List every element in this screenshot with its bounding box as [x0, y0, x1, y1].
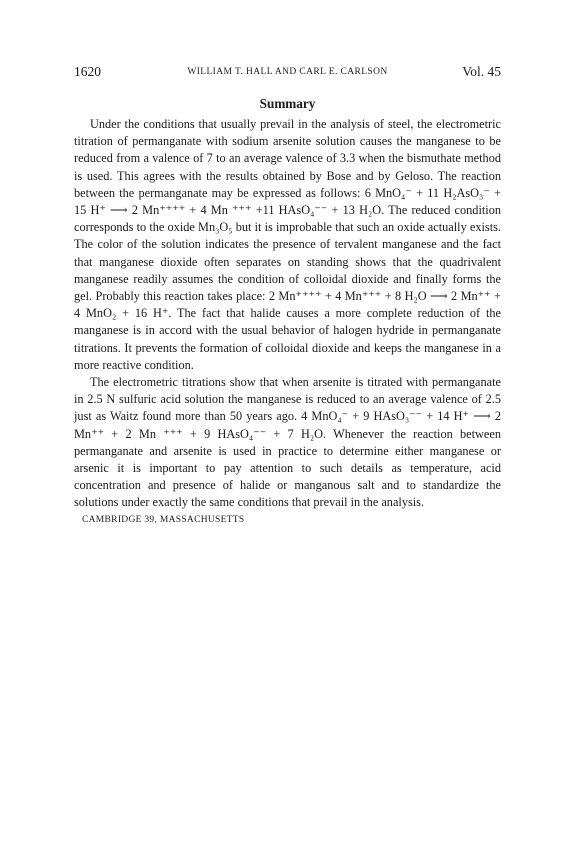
- page-header: [74, 62, 501, 84]
- affiliation: CAMBRIDGE 39, MASSACHUSETTS: [82, 514, 245, 525]
- running-head: WILLIAM T. HALL AND CARL E. CARLSON: [187, 67, 388, 77]
- volume-label: Vol. 45: [462, 64, 501, 79]
- summary-paragraph-1: Under the conditions that usually prevail in the analysis of steel, the electrometric titration of permanganate with sodium arsenite solution causes the manganese to be reduced from a valence of 7 to an average valence of 3.3 when the bismuthate method is used. This agrees with the results obtained by Bose and by Geloso. The reaction between the permanganate may be expressed as follows: 6 MnO₄⁻ + 11 H₂AsO₃⁻ + 15 H⁺ ⟶ 2 Mn⁺⁺⁺⁺ + 4 Mn ⁺⁺⁺ +11 HAsO₄⁻⁻ + 13 H₂O. The reduced condition corresponds to the oxide Mn₃O₅ but it is improbable that such an oxide actually exists. The color of the solution indicates the presence of tervalent manganese and the fact that manganese dioxide often separates on standing shows that the quadrivalent manganese readily assumes the condition of colloidal dioxide and finally forms the gel. Probably this reaction takes place: 2 Mn⁺⁺⁺⁺ + 4 Mn⁺⁺⁺ + 8 H₂O ⟶ 2 Mn⁺⁺ + 4 MnO₂ + 16 H⁺. The fact that halide causes a more complete reduction of the manganese is in accord with the usual behavior of halogen hydride in permanganate titrations. It prevents the formation of colloidal dioxide and keeps the manganese in a more reactive condition.: [74, 117, 501, 372]
- document-page: [74, 62, 501, 525]
- summary-paragraph-2: The electrometric titrations show that when arsenite is titrated with permanganate in 2.5 N sulfuric acid solution the manganese is reduced to an average valence of 2.5 just as Waitz found more than 50 years ago. 4 MnO₄⁻ + 9 HAsO₃⁻⁻ + 14 H⁺ ⟶ 2 Mn⁺⁺ + 2 Mn ⁺⁺⁺ + 9 HAsO₄⁻⁻ + 7 H₂O. Whenever the reaction between permanganate and arsenite is used in practice to determine either manganese or arsenic it is important to pay attention to such details as temperature, acid concentration and presence of halide or manganous salt and to standardize the solutions under exactly the same conditions that prevail in the analysis.: [74, 375, 501, 510]
- section-heading: Summary: [259, 96, 316, 111]
- page-number: 1620: [74, 64, 101, 79]
